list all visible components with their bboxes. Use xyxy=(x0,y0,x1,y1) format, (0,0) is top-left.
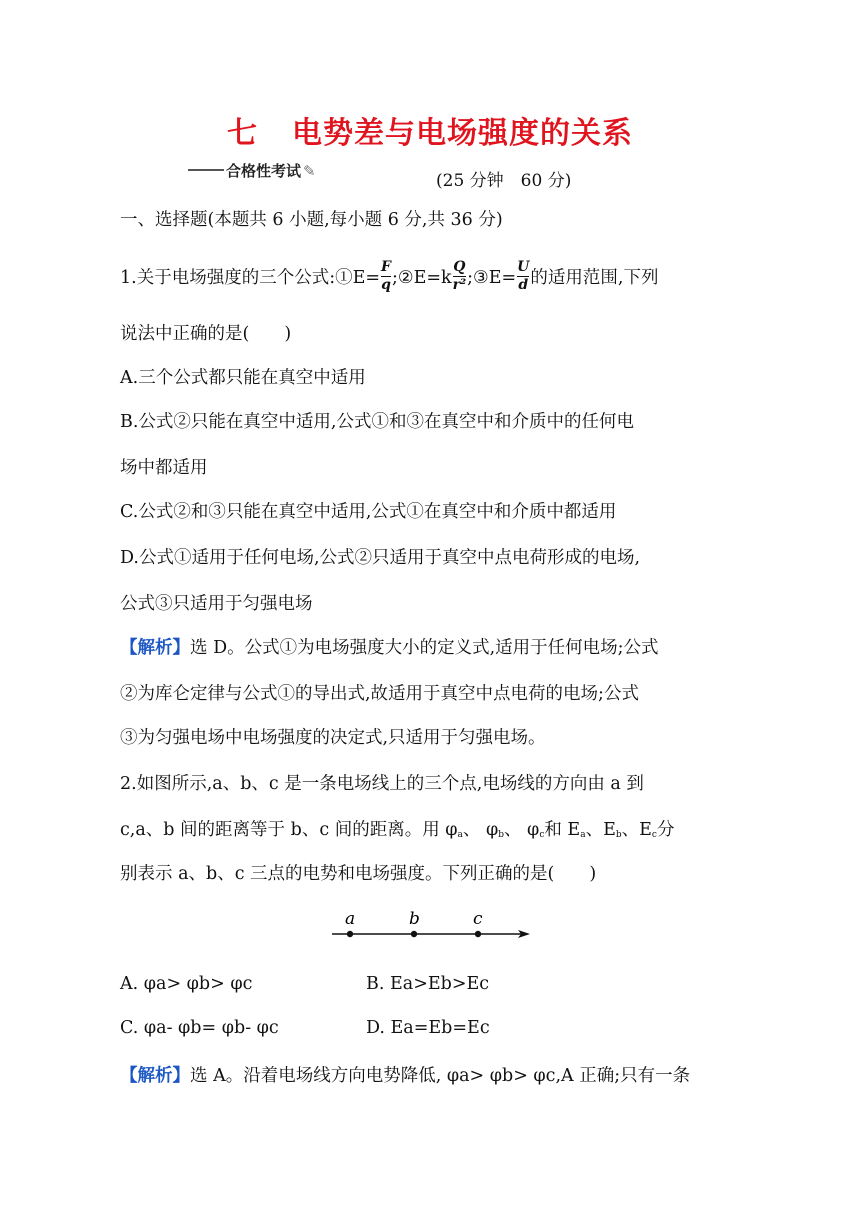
formula-f-over-q xyxy=(381,260,391,293)
q1-option-b-line1: B.公式②只能在真空中适用,公式①和③在真空中和介质中的任何电 xyxy=(120,412,634,432)
q2-analysis-line1 xyxy=(120,1062,750,1087)
q2-option-c: C. φa- φb= φb- φc xyxy=(120,1018,279,1038)
q1-stem-mid1: ;②E=k xyxy=(391,268,452,288)
q1-stem-post: 的适用范围,下列 xyxy=(530,268,659,288)
formula-q-over-r2 xyxy=(453,260,467,293)
q1-option-d-line1: D.公式①适用于任何电场,公式②只适用于真空中点电荷形成的电场, xyxy=(120,548,641,568)
title-number: 七 xyxy=(227,116,258,151)
section-heading: 一、选择题(本题共 6 小题,每小题 6 分,共 36 分) xyxy=(120,210,503,230)
section-label-text: 合格性考试 xyxy=(226,162,302,180)
q2-stem-part: 和 E xyxy=(544,820,581,840)
analysis-text: 选 A。沿着电场线方向电势降低, φa> φb> φc,A 正确;只有一条 xyxy=(190,1066,691,1086)
sub-c: c xyxy=(539,830,545,840)
page-title xyxy=(0,108,860,152)
field-line-figure xyxy=(330,908,534,944)
q2-stem-part: 分 xyxy=(656,820,675,840)
q2-stem-part: 、E xyxy=(621,820,652,840)
section-label xyxy=(188,160,316,181)
q2-stem-part: 、 φ xyxy=(503,820,540,840)
q1-analysis-line2: ②为库仑定律与公式①的导出式,故适用于真空中点电荷的电场;公式 xyxy=(120,684,639,704)
point-a xyxy=(347,931,353,937)
label-b: b xyxy=(409,909,420,929)
label-a: a xyxy=(345,909,356,929)
pencil-icon: ✎ xyxy=(303,162,316,180)
q1-analysis-line3: ③为匀强电场中电场强度的决定式,只适用于匀强电场。 xyxy=(120,728,546,748)
q2-stem-line3: 别表示 a、b、c 三点的电势和电场强度。下列正确的是( ) xyxy=(120,864,597,884)
sub-b: b xyxy=(615,830,622,840)
q2-option-a: A. φa> φb> φc xyxy=(120,974,253,994)
sub-a: a xyxy=(457,830,463,840)
q2-stem-line1: 2.如图所示,a、b、c 是一条电场线上的三个点,电场线的方向由 a 到 xyxy=(120,774,644,794)
label-c: c xyxy=(473,909,483,929)
q1-analysis-line1 xyxy=(120,634,750,659)
frac-num: U xyxy=(517,259,530,275)
q2-option-d: D. Ea=Eb=Ec xyxy=(366,1018,490,1038)
q2-stem-part: c,a、b 间的距离等于 b、c 间的距离。用 φ xyxy=(120,820,458,840)
frac-den: q xyxy=(381,277,391,293)
formula-u-over-d xyxy=(517,260,529,293)
q1-stem-line2: 说法中正确的是( ) xyxy=(120,324,292,344)
frac-den: d xyxy=(518,277,529,293)
analysis-text: 选 D。公式①为电场强度大小的定义式,适用于任何电场;公式 xyxy=(190,638,659,658)
dash-decoration xyxy=(188,169,224,171)
q2-stem-part: 、 φ xyxy=(462,820,499,840)
sub-a: a xyxy=(580,830,586,840)
sub-c: c xyxy=(651,830,657,840)
q1-option-a: A.三个公式都只能在真空中适用 xyxy=(120,368,366,388)
q2-option-b: B. Ea>Eb>Ec xyxy=(366,974,490,994)
point-c xyxy=(475,931,481,937)
point-b xyxy=(411,931,417,937)
q1-stem-line1 xyxy=(120,259,750,295)
q1-stem-mid2: ;③E= xyxy=(467,268,517,288)
analysis-tag: 【解析】 xyxy=(120,1066,190,1086)
frac-num: Q xyxy=(453,259,466,275)
q1-option-b-line2: 场中都适用 xyxy=(120,458,208,478)
sub-b: b xyxy=(498,830,504,840)
q1-option-c: C.公式②和③只能在真空中适用,公式①在真空中和介质中都适用 xyxy=(120,502,617,522)
q2-stem-line2 xyxy=(120,816,750,841)
frac-num: F xyxy=(381,259,391,275)
q1-option-d-line2: 公式③只适用于匀强电场 xyxy=(120,594,313,614)
title-text: 电势差与电场强度的关系 xyxy=(292,116,633,151)
q2-stem-part: 、E xyxy=(585,820,616,840)
analysis-tag: 【解析】 xyxy=(120,638,190,658)
frac-den: r² xyxy=(452,277,467,293)
q1-stem-pre: 1.关于电场强度的三个公式:①E= xyxy=(120,268,381,288)
time-score: (25 分钟 60 分) xyxy=(436,171,572,191)
